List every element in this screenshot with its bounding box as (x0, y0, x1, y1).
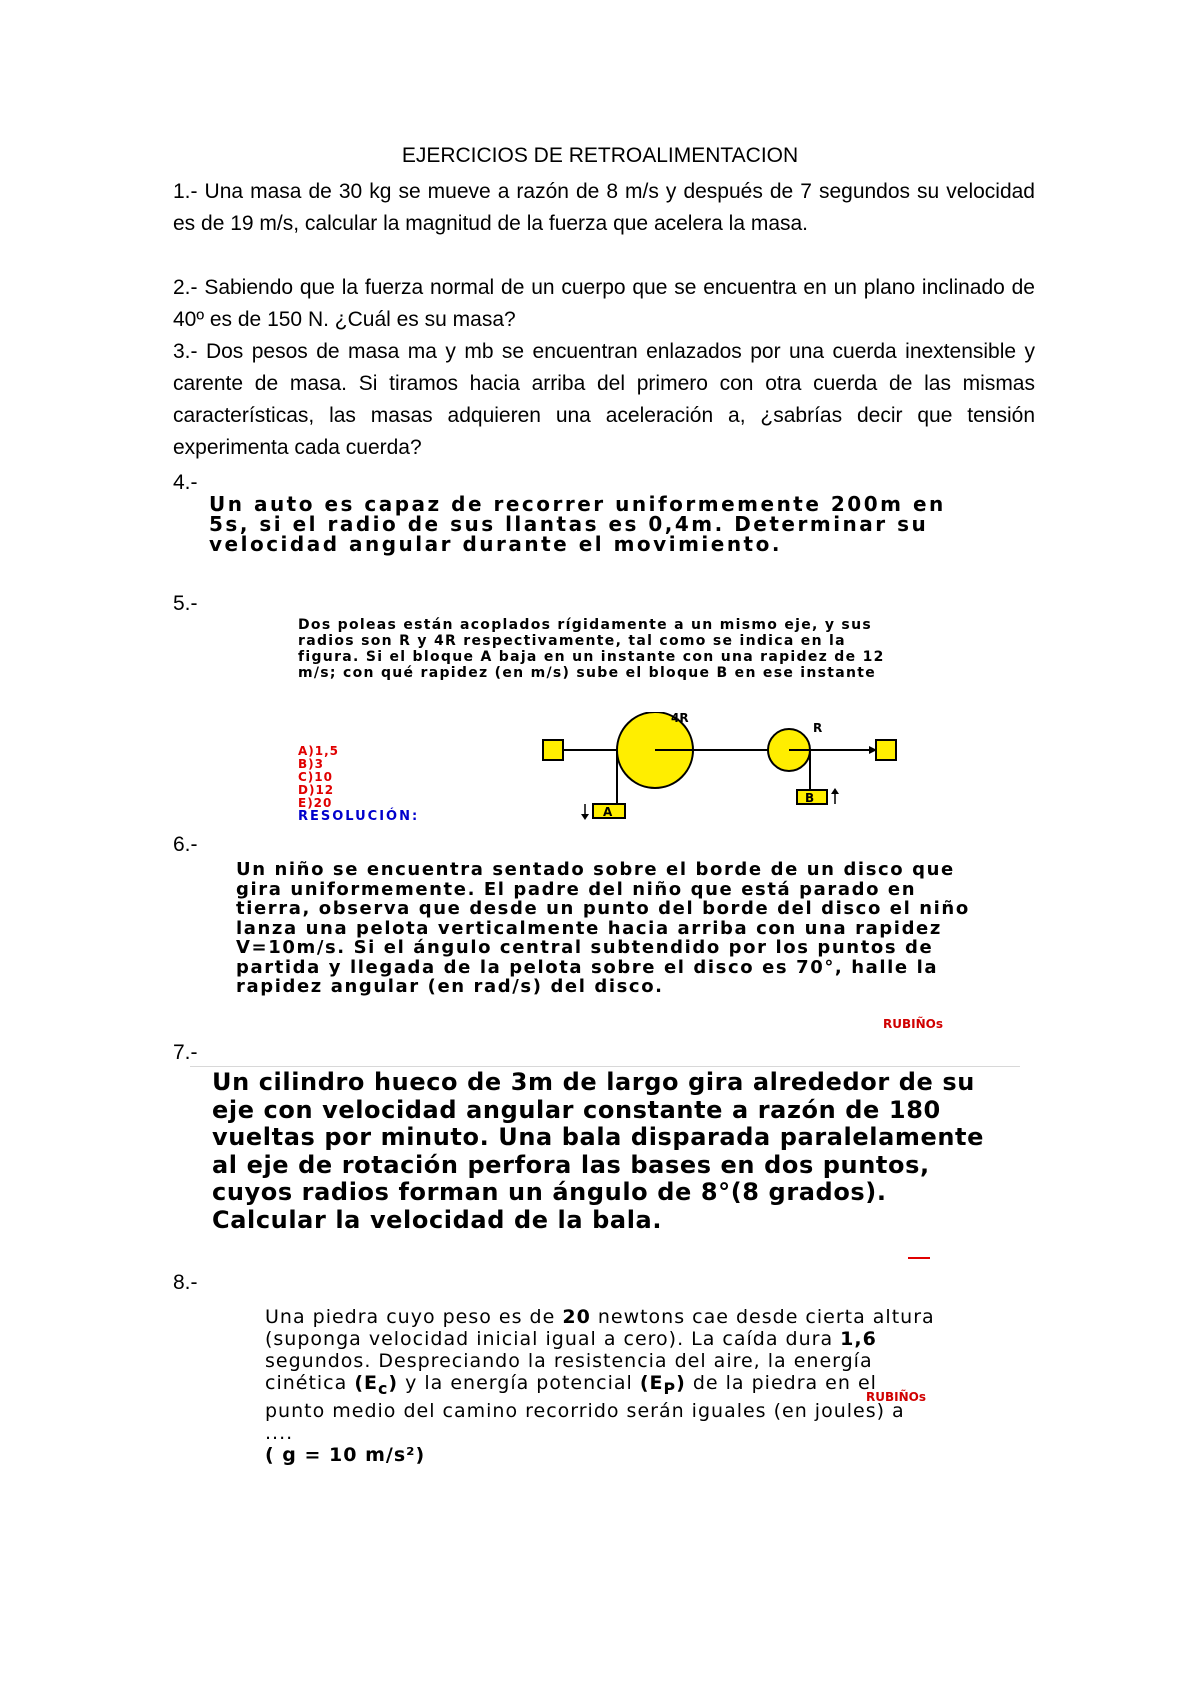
stamp-6: RUBIÑOs (883, 1017, 943, 1031)
option-b: B)3 (298, 757, 324, 771)
option-a: A)1,5 (298, 744, 340, 758)
label-4r: 4R (671, 712, 689, 725)
label-r: R (813, 721, 823, 735)
exercise-1-text: 1.- Una masa de 30 kg se mueve a razón de 8 m/s y después de 7 segundos su velocidad es de 19 m/s, calcular la magnitud de la fuerza que acelera la masa. (173, 180, 1035, 235)
exercise-5-options (298, 745, 339, 810)
option-d: D)12 (298, 783, 335, 797)
exercise-8-label: 8.- (173, 1271, 198, 1294)
gravity-note: ( g = 10 m/s²) (265, 1443, 426, 1466)
divider-line (190, 1066, 1020, 1067)
exercise-7-label: 7.- (173, 1041, 198, 1064)
exercise-3-text: 3.- Dos pesos de masa ma y mb se encuentran enlazados por una cuerda inextensible y carente de masa. Si tiramos hacia arriba del primero con otra cuerda de las mismas características, las masas adquieren una aceleración a, ¿sabrías decir que tensión experimenta cada cuerda? (173, 340, 1035, 459)
resolution-label: RESOLUCIÓN: (298, 809, 420, 824)
block-a-label: A (603, 805, 613, 819)
block-right (876, 740, 896, 760)
exercise-6-text: Un niño se encuentra sentado sobre el borde de un disco que gira uniformemente. El padre del niño que está parado en tierra, observa que desde un punto del borde del disco el niño lanza una pelota verticalmente hacia arriba con una rapidez V=10m/s. Si el ángulo central subtendido por los puntos de partida y llegada de la pelota sobre el disco es 70°, halle la rapidez angular (en rad/s) del disco. (236, 859, 970, 997)
option-e: E)20 (298, 796, 333, 810)
exercise-5-text: Dos poleas están acoplados rígidamente a un mismo eje, y sus radios son R y 4R respectivamente, tal como se indica en la figura. Si el bloque A baja en un instante con una rapidez de 12 m/s; con qué rapidez (en m/s) sube el bloque B en ese instante (298, 617, 885, 681)
page-title: EJERCICIOS DE RETROALIMENTACION (401, 144, 799, 167)
exercise-2-text: 2.- Sabiendo que la fuerza normal de un cuerpo que se encuentra en un plano inclinado de 40º es de 150 N. ¿Cuál es su masa? (173, 276, 1035, 331)
exercise-7-text: Un cilindro hueco de 3m de largo gira alrededor de su eje con velocidad angular constante a razón de 180 vueltas por minuto. Una bala disparada paralelamente al eje de rotación perfora las bases en dos puntos, cuyos radios forman un ángulo de 8°(8 grados). Calcular la velocidad de la bala. (212, 1068, 985, 1234)
exercise-6-label: 6.- (173, 833, 198, 856)
stamp-8: RUBIÑOs (866, 1390, 926, 1404)
block-b-label: B (805, 791, 815, 805)
block-left (543, 740, 563, 760)
red-mark (908, 1257, 930, 1259)
exercise-4-text: Un auto es capaz de recorrer uniformemente 200m en 5s, si el radio de sus llantas es 0,4m. Determinar su velocidad angular durante el movimiento. (209, 492, 946, 556)
exercise-5-label: 5.- (173, 592, 198, 615)
pulley-figure (535, 712, 905, 822)
exercise-4-label: 4.- (173, 471, 198, 494)
option-c: C)10 (298, 770, 333, 784)
exercise-8-text: Una piedra cuyo peso es de 20 newtons cae desde cierta altura (suponga velocidad inicial igual a cero). La caída dura 1,6 segundos. Despreciando la resistencia del aire, la energía cinética $(E_c)$ y la energía potencial $(E_P)$ de la piedra en el punto medio del camino recorrido serán iguales (en joules) a .... ( g = 10 m/s²) (265, 1306, 935, 1466)
